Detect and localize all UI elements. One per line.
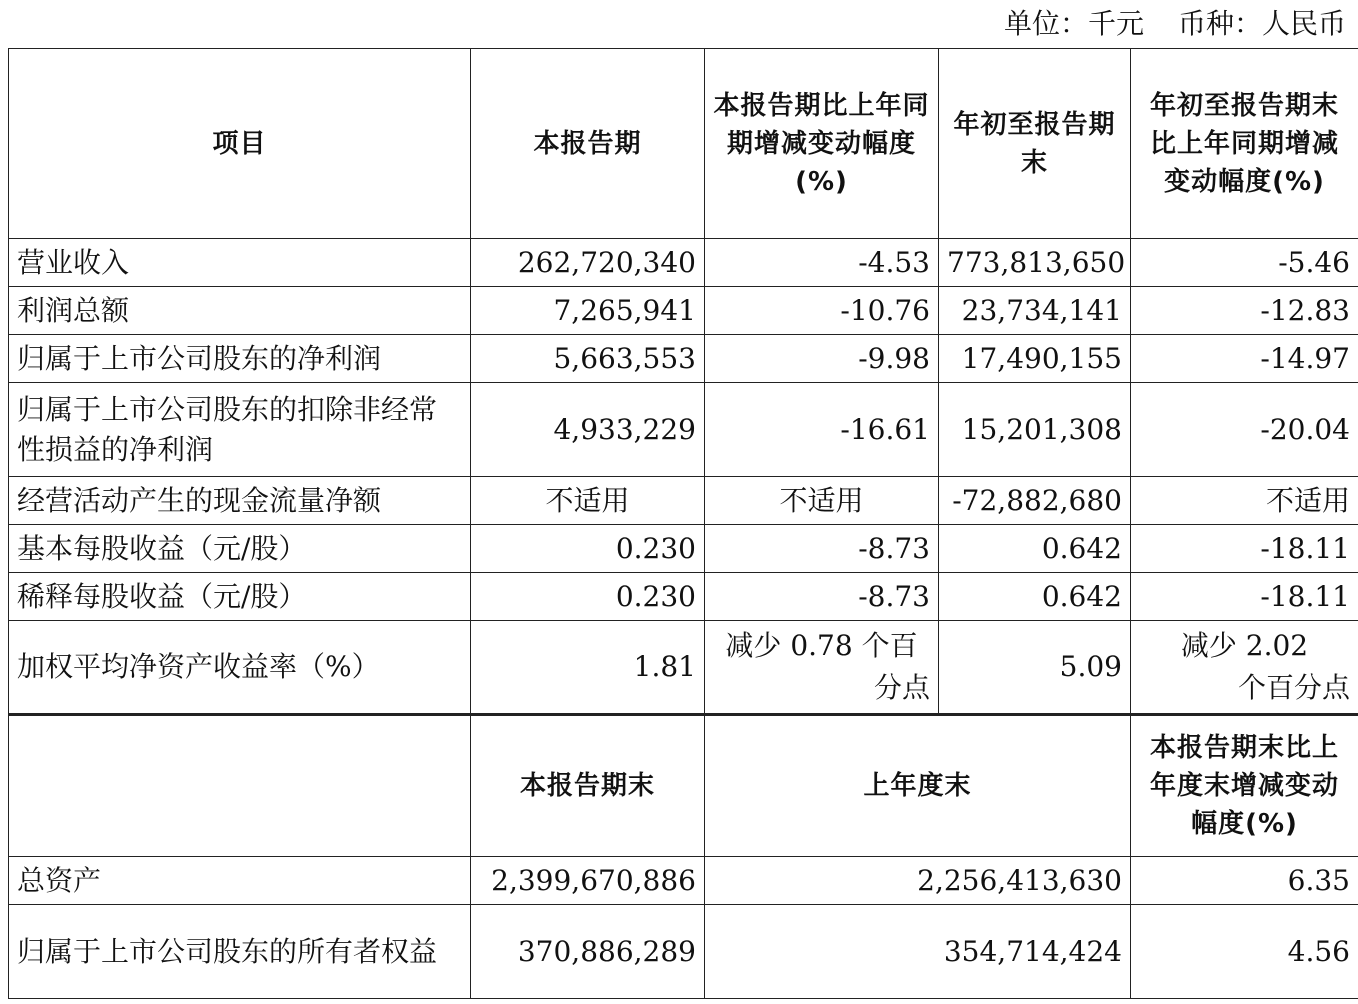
current-value: 262,720,340: [471, 239, 705, 287]
current-change-value: 不适用: [705, 477, 939, 525]
row-label: 归属于上市公司股东的扣除非经常性损益的净利润: [9, 383, 471, 477]
ytd-change-cell: [1131, 621, 1358, 715]
header-empty: [9, 715, 471, 857]
unit-label: 单位：千元: [1003, 7, 1144, 40]
ytd-value: 17,490,155: [939, 335, 1131, 383]
header-balance-change: 本报告期末比上年度末增减变动幅度(%): [1131, 715, 1358, 857]
table-row: [9, 287, 1358, 335]
ytd-change-line2: 个百分点: [1237, 671, 1350, 704]
ytd-change-value: -18.11: [1131, 525, 1358, 573]
header-current-change: 本报告期比上年同期增减变动幅度(%): [705, 49, 939, 239]
table-header-row-2: [9, 715, 1358, 857]
ytd-change-value: -14.97: [1131, 335, 1358, 383]
current-value: 0.230: [471, 525, 705, 573]
header-current-period: 本报告期: [471, 49, 705, 239]
header-prior-year-end: 上年度末: [705, 715, 1131, 857]
header-period-end: 本报告期末: [471, 715, 705, 857]
row-label: 归属于上市公司股东的所有者权益: [9, 905, 471, 999]
current-change-value: -16.61: [705, 383, 939, 477]
ytd-change-value: -20.04: [1131, 383, 1358, 477]
ytd-change-value: -18.11: [1131, 573, 1358, 621]
table-row: [9, 857, 1358, 905]
row-label: 总资产: [9, 857, 471, 905]
ytd-change-line1: 减少 2.02: [1180, 629, 1309, 662]
current-value: 1.81: [471, 621, 705, 715]
ytd-change-value: -5.46: [1131, 239, 1358, 287]
row-label: 经营活动产生的现金流量净额: [9, 477, 471, 525]
table-row-roe: [9, 621, 1358, 715]
table-row: [9, 335, 1358, 383]
current-value: 0.230: [471, 573, 705, 621]
ytd-change-value: 不适用: [1131, 477, 1358, 525]
balance-change-value: 6.35: [1131, 857, 1358, 905]
period-end-value: 370,886,289: [471, 905, 705, 999]
row-label: 利润总额: [9, 287, 471, 335]
current-value: 不适用: [471, 477, 705, 525]
currency-label: 币种：人民币: [1177, 7, 1346, 40]
row-label: 基本每股收益（元/股）: [9, 525, 471, 573]
table-row: [9, 573, 1358, 621]
table-row: [9, 905, 1358, 999]
period-end-value: 2,399,670,886: [471, 857, 705, 905]
row-label: 营业收入: [9, 239, 471, 287]
header-item: 项目: [9, 49, 471, 239]
current-value: 7,265,941: [471, 287, 705, 335]
current-value: 4,933,229: [471, 383, 705, 477]
header-ytd: 年初至报告期末: [939, 49, 1131, 239]
table-row: [9, 477, 1358, 525]
key-financial-data-table: [8, 48, 1358, 999]
current-change-value: -10.76: [705, 287, 939, 335]
row-label: 归属于上市公司股东的净利润: [9, 335, 471, 383]
table-header-row: [9, 49, 1358, 239]
ytd-value: 5.09: [939, 621, 1131, 715]
row-label: 稀释每股收益（元/股）: [9, 573, 471, 621]
row-label: 加权平均净资产收益率（%）: [9, 621, 471, 715]
ytd-value: 15,201,308: [939, 383, 1131, 477]
unit-currency-line: [1004, 4, 1346, 44]
ytd-value: 773,813,650: [939, 239, 1131, 287]
ytd-value: -72,882,680: [939, 477, 1131, 525]
current-change-value: -4.53: [705, 239, 939, 287]
table-row: [9, 239, 1358, 287]
current-change-line1: 减少 0.78 个百: [725, 629, 918, 662]
current-change-value: -8.73: [705, 525, 939, 573]
ytd-change-value: -12.83: [1131, 287, 1358, 335]
ytd-value: 23,734,141: [939, 287, 1131, 335]
current-change-cell: [705, 621, 939, 715]
header-ytd-change: 年初至报告期末比上年同期增减变动幅度(%): [1131, 49, 1358, 239]
current-change-line2: 分点: [873, 671, 930, 704]
table-row: [9, 525, 1358, 573]
table-row: [9, 383, 1358, 477]
ytd-value: 0.642: [939, 525, 1131, 573]
current-change-value: -9.98: [705, 335, 939, 383]
current-change-value: -8.73: [705, 573, 939, 621]
balance-change-value: 4.56: [1131, 905, 1358, 999]
prior-year-end-value: 2,256,413,630: [705, 857, 1131, 905]
ytd-value: 0.642: [939, 573, 1131, 621]
prior-year-end-value: 354,714,424: [705, 905, 1131, 999]
current-value: 5,663,553: [471, 335, 705, 383]
